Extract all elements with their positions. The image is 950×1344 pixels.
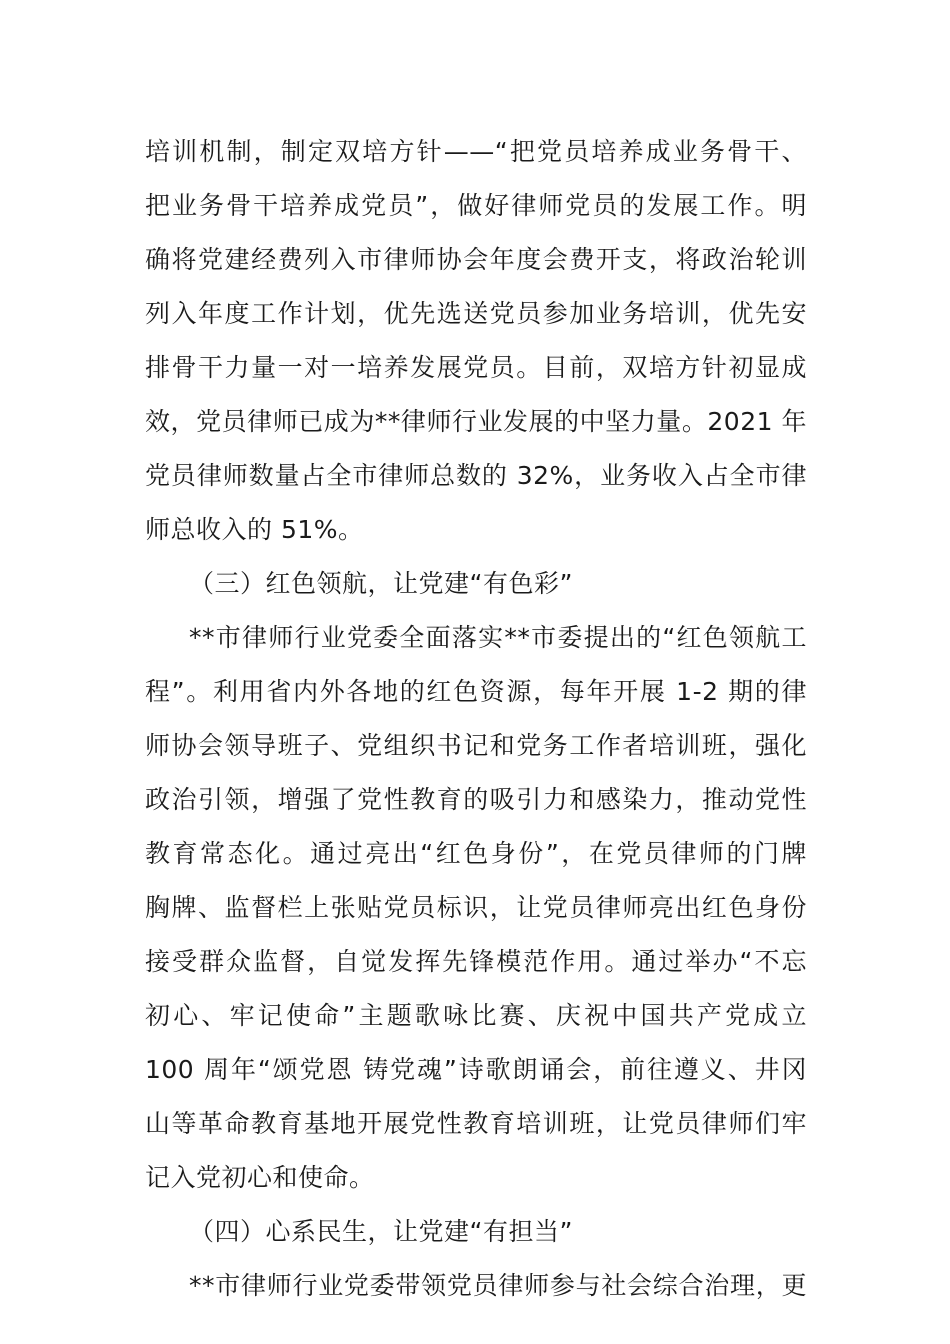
text-line: 记入党初心和使命。 bbox=[145, 1163, 375, 1192]
paragraph-training-mechanism bbox=[145, 125, 807, 557]
text-line: 胸牌、监督栏上张贴党员标识，让党员律师亮出红色身份 bbox=[145, 893, 807, 922]
text-line: 排骨干力量一对一培养发展党员。目前，双培方针初显成 bbox=[145, 353, 807, 382]
paragraph-livelihood bbox=[145, 1259, 807, 1313]
text-line: 山等革命教育基地开展党性教育培训班，让党员律师们牢 bbox=[145, 1109, 807, 1138]
text-line: **市律师行业党委带领党员律师参与社会综合治理，更 bbox=[189, 1271, 807, 1300]
text-line: 培训机制，制定双培方针——“把党员培养成业务骨干、 bbox=[145, 137, 807, 166]
section-heading-red-leadership: （三）红色领航，让党建“有色彩” bbox=[189, 569, 573, 598]
text-line: 政治引领，增强了党性教育的吸引力和感染力，推动党性 bbox=[145, 785, 807, 814]
text-line: 列入年度工作计划，优先选送党员参加业务培训，优先安 bbox=[145, 299, 807, 328]
text-line: 程”。利用省内外各地的红色资源，每年开展 1-2 期的律 bbox=[145, 677, 807, 706]
text-line: 把业务骨干培养成党员”，做好律师党员的发展工作。明 bbox=[145, 191, 807, 220]
document-body bbox=[145, 125, 807, 1313]
text-line: 党员律师数量占全市律师总数的 32%，业务收入占全市律 bbox=[145, 461, 807, 490]
text-line: 教育常态化。通过亮出“红色身份”，在党员律师的门牌 bbox=[145, 839, 807, 868]
text-line: **市律师行业党委全面落实**市委提出的“红色领航工 bbox=[189, 623, 807, 652]
section-heading-livelihood: （四）心系民生，让党建“有担当” bbox=[189, 1217, 573, 1246]
text-line: 初心、牢记使命”主题歌咏比赛、庆祝中国共产党成立 bbox=[145, 1001, 807, 1030]
text-line: 接受群众监督，自觉发挥先锋模范作用。通过举办“不忘 bbox=[145, 947, 807, 976]
text-line: 师总收入的 51%。 bbox=[145, 515, 364, 544]
paragraph-red-leadership bbox=[145, 611, 807, 1205]
text-line: 师协会领导班子、党组织书记和党务工作者培训班，强化 bbox=[145, 731, 807, 760]
text-line: 100 周年“颂党恩 铸党魂”诗歌朗诵会，前往遵义、井冈 bbox=[145, 1055, 807, 1084]
text-line: 确将党建经费列入市律师协会年度会费开支，将政治轮训 bbox=[145, 245, 807, 274]
text-line: 效，党员律师已成为**律师行业发展的中坚力量。2021 年 bbox=[145, 407, 807, 436]
